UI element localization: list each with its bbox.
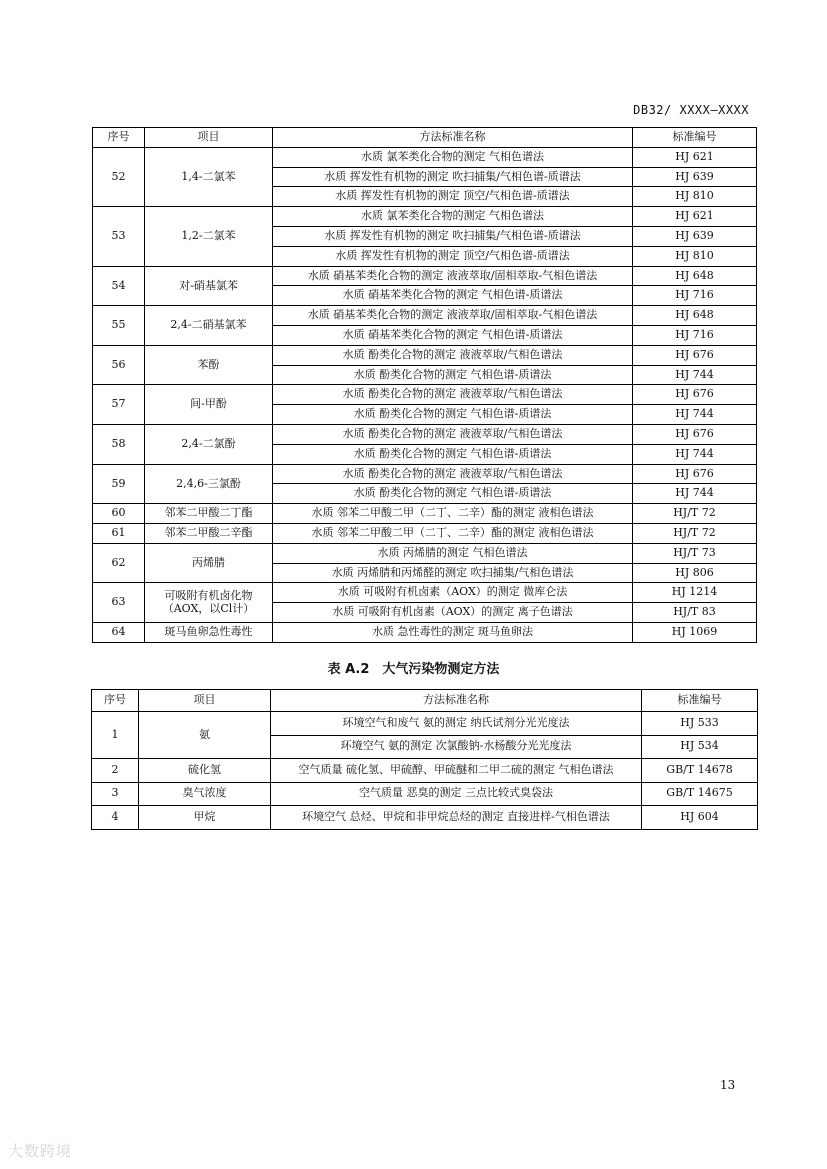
row-method: 水质 挥发性有机物的测定 吹扫捕集/气相色谱-质谱法 bbox=[273, 167, 633, 187]
row-method: 水质 酚类化合物的测定 液液萃取/气相色谱法 bbox=[273, 424, 633, 444]
table-row bbox=[93, 424, 757, 444]
row-code: HJ/T 83 bbox=[633, 603, 757, 623]
row-method: 水质 挥发性有机物的测定 顶空/气相色谱-质谱法 bbox=[273, 187, 633, 207]
watermark: 大数跨境 bbox=[8, 1142, 73, 1160]
table-row bbox=[93, 345, 757, 365]
row-code: HJ 648 bbox=[633, 266, 757, 286]
row-no: 56 bbox=[93, 345, 145, 385]
row-code: HJ 806 bbox=[633, 563, 757, 583]
row-item: 邻苯二甲酸二丁酯 bbox=[145, 504, 273, 524]
row-method: 水质 挥发性有机物的测定 顶空/气相色谱-质谱法 bbox=[273, 246, 633, 266]
row-item: 丙烯腈 bbox=[145, 543, 273, 583]
air-methods-table bbox=[91, 689, 758, 830]
row-method: 水质 可吸附有机卤素（AOX）的测定 微库仑法 bbox=[273, 583, 633, 603]
row-item-line1: 可吸附有机卤化物 bbox=[164, 588, 253, 602]
row-method: 水质 邻苯二甲酸二甲（二丁、二辛）酯的测定 液相色谱法 bbox=[273, 504, 633, 524]
row-no: 61 bbox=[93, 523, 145, 543]
row-method: 水质 硝基苯类化合物的测定 液液萃取/固相萃取-气相色谱法 bbox=[273, 266, 633, 286]
row-code: GB/T 14678 bbox=[642, 759, 758, 783]
table-header-row bbox=[92, 690, 758, 712]
row-method: 水质 酚类化合物的测定 液液萃取/气相色谱法 bbox=[273, 345, 633, 365]
row-no: 64 bbox=[93, 622, 145, 642]
row-code: HJ 810 bbox=[633, 187, 757, 207]
row-method: 空气质量 恶臭的测定 三点比较式臭袋法 bbox=[271, 782, 642, 806]
row-item: 1,2-二氯苯 bbox=[145, 207, 273, 266]
table-row bbox=[93, 266, 757, 286]
row-item: 2,4-二硝基氯苯 bbox=[145, 306, 273, 346]
row-code: HJ 639 bbox=[633, 226, 757, 246]
row-code: HJ 744 bbox=[633, 365, 757, 385]
row-method: 水质 丙烯腈和丙烯醛的测定 吹扫捕集/气相色谱法 bbox=[273, 563, 633, 583]
row-method: 水质 邻苯二甲酸二甲（二丁、二辛）酯的测定 液相色谱法 bbox=[273, 523, 633, 543]
row-code: HJ 744 bbox=[633, 405, 757, 425]
row-no: 59 bbox=[93, 464, 145, 504]
table-caption: 表 A.2 大气污染物测定方法 bbox=[327, 662, 500, 677]
row-method: 水质 酚类化合物的测定 液液萃取/气相色谱法 bbox=[273, 385, 633, 405]
table-row bbox=[92, 806, 758, 830]
col-header-no: 序号 bbox=[93, 128, 145, 148]
table-row bbox=[92, 759, 758, 783]
row-method: 水质 酚类化合物的测定 气相色谱-质谱法 bbox=[273, 365, 633, 385]
row-item: 邻苯二甲酸二辛酯 bbox=[145, 523, 273, 543]
col-header-item: 项目 bbox=[139, 690, 271, 712]
row-code: HJ 1069 bbox=[633, 622, 757, 642]
row-code: HJ/T 72 bbox=[633, 523, 757, 543]
row-no: 62 bbox=[93, 543, 145, 583]
row-code: HJ 744 bbox=[633, 484, 757, 504]
row-code: HJ 676 bbox=[633, 424, 757, 444]
row-no: 55 bbox=[93, 306, 145, 346]
water-methods-table bbox=[92, 127, 757, 643]
table-row bbox=[93, 385, 757, 405]
row-code: HJ 676 bbox=[633, 464, 757, 484]
row-method: 水质 丙烯腈的测定 气相色谱法 bbox=[273, 543, 633, 563]
table-row bbox=[92, 712, 758, 736]
row-no: 52 bbox=[93, 147, 145, 206]
row-code: HJ 648 bbox=[633, 306, 757, 326]
row-item: 臭气浓度 bbox=[139, 782, 271, 806]
row-method: 水质 硝基苯类化合物的测定 气相色谱-质谱法 bbox=[273, 325, 633, 345]
col-header-code: 标准编号 bbox=[642, 690, 758, 712]
row-item bbox=[145, 583, 273, 623]
table-row bbox=[93, 622, 757, 642]
row-no: 54 bbox=[93, 266, 145, 306]
table-row bbox=[92, 782, 758, 806]
row-code: HJ 676 bbox=[633, 385, 757, 405]
row-no: 57 bbox=[93, 385, 145, 425]
row-no: 60 bbox=[93, 504, 145, 524]
row-method: 水质 急性毒性的测定 斑马鱼卵法 bbox=[273, 622, 633, 642]
row-code: HJ 534 bbox=[642, 735, 758, 759]
col-header-no: 序号 bbox=[92, 690, 139, 712]
col-header-code: 标准编号 bbox=[633, 128, 757, 148]
row-no: 63 bbox=[93, 583, 145, 623]
row-code: HJ 621 bbox=[633, 147, 757, 167]
row-code: HJ 621 bbox=[633, 207, 757, 227]
table-row bbox=[93, 147, 757, 167]
row-method: 水质 硝基苯类化合物的测定 液液萃取/固相萃取-气相色谱法 bbox=[273, 306, 633, 326]
row-item: 苯酚 bbox=[145, 345, 273, 385]
row-method: 水质 氯苯类化合物的测定 气相色谱法 bbox=[273, 147, 633, 167]
row-code: GB/T 14675 bbox=[642, 782, 758, 806]
table-row bbox=[93, 523, 757, 543]
row-method: 水质 酚类化合物的测定 气相色谱-质谱法 bbox=[273, 405, 633, 425]
row-code: HJ 716 bbox=[633, 286, 757, 306]
row-no: 1 bbox=[92, 712, 139, 759]
row-item-line2: （AOX，以Cl计） bbox=[162, 601, 255, 615]
row-code: HJ 810 bbox=[633, 246, 757, 266]
row-no: 2 bbox=[92, 759, 139, 783]
row-method: 水质 酚类化合物的测定 气相色谱-质谱法 bbox=[273, 444, 633, 464]
row-no: 53 bbox=[93, 207, 145, 266]
table-row bbox=[93, 306, 757, 326]
table-row bbox=[93, 207, 757, 227]
row-method: 水质 可吸附有机卤素（AOX）的测定 离子色谱法 bbox=[273, 603, 633, 623]
document-code: DB32/ XXXX—XXXX bbox=[633, 103, 749, 117]
row-method: 水质 挥发性有机物的测定 吹扫捕集/气相色谱-质谱法 bbox=[273, 226, 633, 246]
row-item: 对-硝基氯苯 bbox=[145, 266, 273, 306]
row-method: 水质 硝基苯类化合物的测定 气相色谱-质谱法 bbox=[273, 286, 633, 306]
table-row bbox=[93, 504, 757, 524]
table-row bbox=[93, 464, 757, 484]
row-code: HJ 604 bbox=[642, 806, 758, 830]
row-item: 氨 bbox=[139, 712, 271, 759]
row-item: 甲烷 bbox=[139, 806, 271, 830]
row-no: 3 bbox=[92, 782, 139, 806]
page-number: 13 bbox=[720, 1078, 736, 1092]
row-code: HJ/T 73 bbox=[633, 543, 757, 563]
table-row bbox=[93, 583, 757, 603]
table-row bbox=[93, 543, 757, 563]
row-method: 环境空气 总烃、甲烷和非甲烷总烃的测定 直接进样-气相色谱法 bbox=[271, 806, 642, 830]
row-item: 间-甲酚 bbox=[145, 385, 273, 425]
col-header-method: 方法标准名称 bbox=[273, 128, 633, 148]
row-method: 水质 酚类化合物的测定 气相色谱-质谱法 bbox=[273, 484, 633, 504]
row-method: 空气质量 硫化氢、甲硫醇、甲硫醚和二甲二硫的测定 气相色谱法 bbox=[271, 759, 642, 783]
col-header-item: 项目 bbox=[145, 128, 273, 148]
row-method: 环境空气 氨的测定 次氯酸钠-水杨酸分光光度法 bbox=[271, 735, 642, 759]
row-item: 2,4-二氯酚 bbox=[145, 424, 273, 464]
row-method: 水质 氯苯类化合物的测定 气相色谱法 bbox=[273, 207, 633, 227]
row-code: HJ/T 72 bbox=[633, 504, 757, 524]
row-code: HJ 639 bbox=[633, 167, 757, 187]
row-item: 1,4-二氯苯 bbox=[145, 147, 273, 206]
row-item: 斑马鱼卵急性毒性 bbox=[145, 622, 273, 642]
table-header-row bbox=[93, 128, 757, 148]
row-no: 4 bbox=[92, 806, 139, 830]
row-code: HJ 1214 bbox=[633, 583, 757, 603]
col-header-method: 方法标准名称 bbox=[271, 690, 642, 712]
row-code: HJ 744 bbox=[633, 444, 757, 464]
row-code: HJ 676 bbox=[633, 345, 757, 365]
row-code: HJ 716 bbox=[633, 325, 757, 345]
row-code: HJ 533 bbox=[642, 712, 758, 736]
row-method: 水质 酚类化合物的测定 液液萃取/气相色谱法 bbox=[273, 464, 633, 484]
row-item: 硫化氢 bbox=[139, 759, 271, 783]
row-no: 58 bbox=[93, 424, 145, 464]
row-method: 环境空气和废气 氨的测定 纳氏试剂分光光度法 bbox=[271, 712, 642, 736]
row-item: 2,4,6-三氯酚 bbox=[145, 464, 273, 504]
